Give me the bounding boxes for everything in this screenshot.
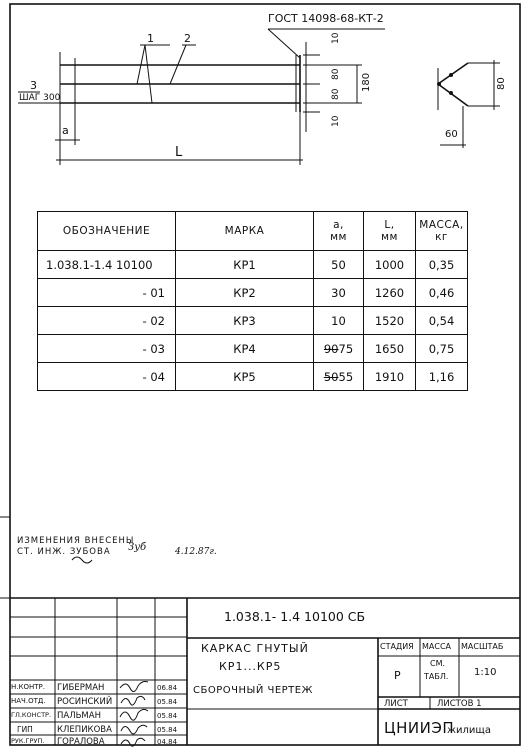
callout-1: 1 — [147, 32, 154, 45]
header-mass: МАССА, кг — [416, 212, 468, 251]
dim-10-top: 10 — [331, 32, 341, 44]
staff-role: ГИП — [17, 725, 33, 734]
cell-L: 1910 — [364, 363, 416, 391]
cell-mark: КР1 — [176, 251, 314, 279]
dim-80-a: 80 — [331, 68, 341, 80]
staff-role: Н.КОНТР. — [11, 683, 45, 691]
stage-header: СТАДИЯ — [380, 642, 414, 651]
table-row — [38, 279, 468, 307]
cell-mark: КР3 — [176, 307, 314, 335]
cell-mass: 0,75 — [416, 335, 468, 363]
revision-date: 4.12.87г. — [175, 547, 217, 557]
cell-designation: - 02 — [38, 307, 176, 335]
staff-name: ГОРАЛОВА — [57, 737, 105, 747]
table-row — [38, 251, 468, 279]
cell-a: 30 — [314, 279, 364, 307]
staff-date: 04.84 — [157, 738, 178, 746]
callout-2: 2 — [184, 32, 191, 45]
cell-mark: КР5 — [176, 363, 314, 391]
org-suffix: жилища — [447, 725, 491, 736]
table-row — [38, 363, 468, 391]
revision-note-line1: ИЗМЕНЕНИЯ ВНЕСЕНЫ — [17, 536, 135, 546]
revision-note-line2: СТ. ИНЖ. ЗУБОВА — [17, 547, 111, 557]
cell-mark: КР4 — [176, 335, 314, 363]
cell-designation: 1.038.1-1.4 10100 — [38, 251, 176, 279]
cell-mass: 0,54 — [416, 307, 468, 335]
title-line3: СБОРОЧНЫЙ ЧЕРТЕЖ — [193, 685, 313, 696]
mass-value-2: ТАБЛ. — [424, 672, 449, 681]
dim-L-label: L — [175, 145, 183, 160]
staff-role: НАЧ.ОТД. — [11, 697, 46, 705]
section-dim-80: 80 — [496, 77, 507, 90]
staff-date: 06.84 — [157, 684, 178, 692]
revision-signature: Зуб — [128, 542, 147, 553]
dim-80-b: 80 — [331, 88, 341, 100]
spec-table — [37, 211, 468, 391]
elevation-view — [18, 29, 385, 165]
cell-designation: - 01 — [38, 279, 176, 307]
table-header-row — [38, 212, 468, 251]
cell-a: 50 — [314, 251, 364, 279]
staff-name: РОСИНСКИЙ — [57, 697, 113, 707]
mass-header: МАССА — [422, 642, 452, 651]
header-a: a, мм — [314, 212, 364, 251]
sheets-label: ЛИСТОВ 1 — [437, 699, 482, 709]
cell-mark: КР2 — [176, 279, 314, 307]
mass-value-1: СМ. — [430, 659, 446, 668]
cell-a: 9075 — [314, 335, 364, 363]
scale-value: 1:10 — [474, 667, 497, 678]
header-mark: МАРКА — [176, 212, 314, 251]
dim-180: 180 — [361, 72, 372, 92]
staff-role: РУК.ГРУП. — [11, 737, 45, 745]
staff-name: ГИБЕРМАН — [57, 683, 105, 693]
cell-a: 10 — [314, 307, 364, 335]
cell-mass: 1,16 — [416, 363, 468, 391]
dim-a-label: a — [62, 124, 69, 137]
cell-L: 1650 — [364, 335, 416, 363]
staff-date: 05.84 — [157, 726, 178, 734]
callout-3: 3 — [30, 79, 37, 92]
title-line2: КР1...КР5 — [219, 660, 282, 673]
header-L: L, мм — [364, 212, 416, 251]
header-designation: ОБОЗНАЧЕНИЕ — [38, 212, 176, 251]
scale-header: МАСШТАБ — [461, 642, 504, 651]
staff-date: 05.84 — [157, 698, 178, 706]
staff-date: 05.84 — [157, 712, 178, 720]
staff-role: ГЛ.КОНСТР. — [11, 711, 52, 719]
staff-name: КЛЕПИКОВА — [57, 725, 112, 735]
gost-label: ГОСТ 14098-68-КТ-2 — [268, 12, 384, 25]
table-row — [38, 335, 468, 363]
cell-L: 1000 — [364, 251, 416, 279]
sheet-label: ЛИСТ — [384, 699, 408, 709]
section-dim-60: 60 — [445, 129, 458, 140]
title-line1: КАРКАС ГНУТЫЙ — [201, 642, 309, 655]
dim-10-bottom: 10 — [331, 115, 341, 127]
stage-value: Р — [394, 669, 401, 682]
org-name: ЦНИИЭП — [384, 719, 455, 737]
step-label: ШАГ 300 — [19, 93, 61, 103]
doc-code: 1.038.1- 1.4 10100 СБ — [224, 609, 366, 624]
cell-a: 5055 — [314, 363, 364, 391]
cell-designation: - 03 — [38, 335, 176, 363]
cell-L: 1260 — [364, 279, 416, 307]
staff-name: ПАЛЬМАН — [57, 711, 101, 721]
cell-designation: - 04 — [38, 363, 176, 391]
cell-L: 1520 — [364, 307, 416, 335]
cell-mass: 0,35 — [416, 251, 468, 279]
table-row — [38, 307, 468, 335]
cell-mass: 0,46 — [416, 279, 468, 307]
